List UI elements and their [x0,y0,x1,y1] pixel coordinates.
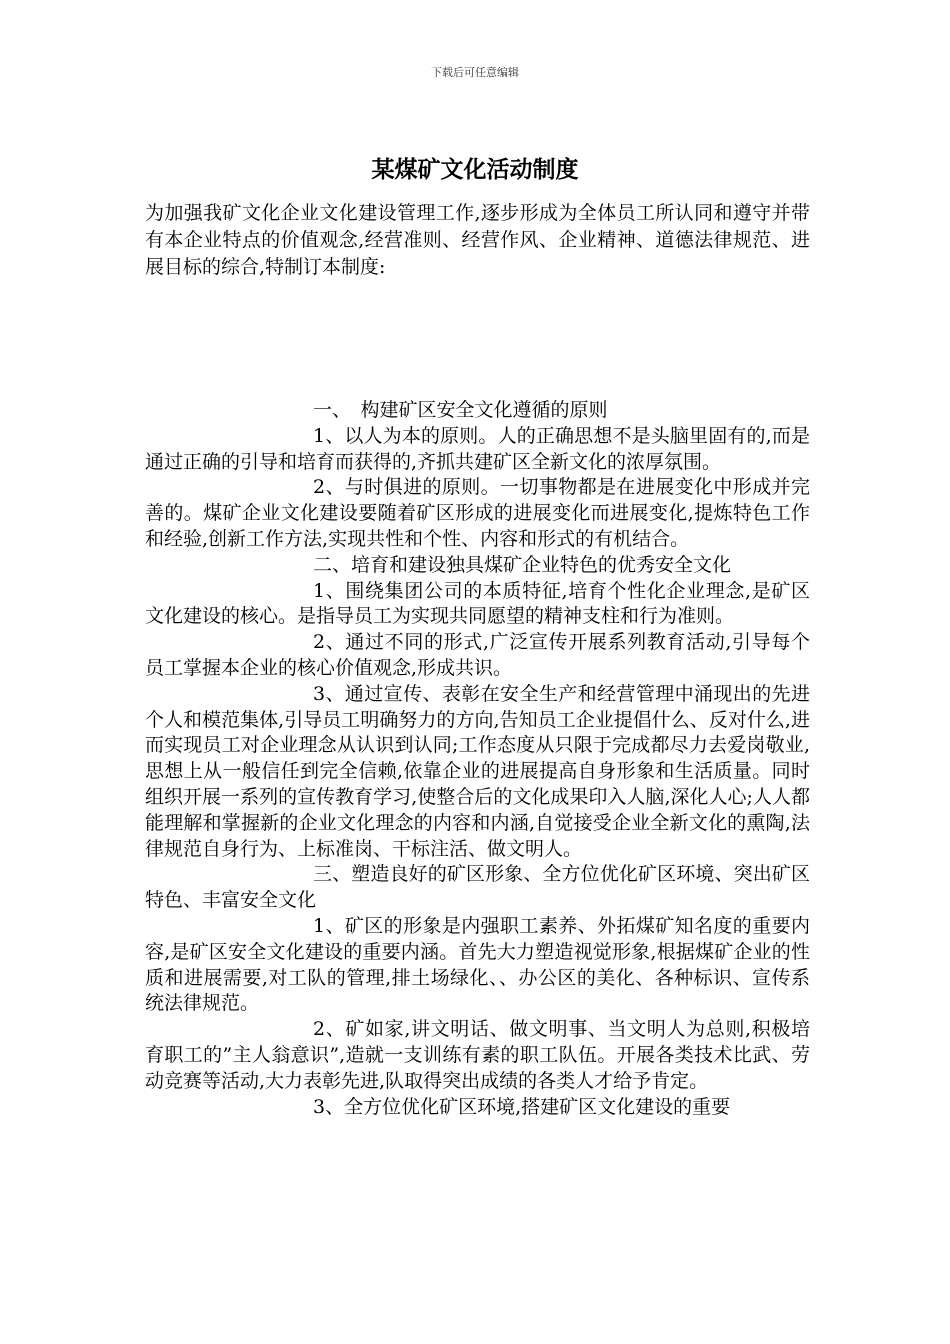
paragraph: 2、与时俱进的原则。一切事物都是在进展变化中形成并完善的。煤矿企业文化建设要随着矿区形成的进展变化而进展变化,提炼特色工作和经验,创新工作方法,实现共性和个性、内容和形式的有机结合。 [145,476,810,550]
header-note: 下载后可任意编辑 [431,66,519,79]
intro-paragraph: 为加强我矿文化企业文化建设管理工作,逐步形成为全体员工所认同和遵守并带有本企业特点的价值观念,经营准则、经营作风、企业精神、道德法律规范、进展目标的综合,特制订本制度: [145,202,810,278]
paragraph: 1、以人为本的原则。人的正确思想不是头脑里固有的,而是通过正确的引导和培育而获得的,齐抓共建矿区全新文化的浓厚氛围。 [145,424,810,473]
paragraph: 2、矿如家,讲文明话、做文明事、当文明人为总则,积极培育职工的”主人翁意识”,造就一支训练有素的职工队伍。开展各类技术比武、劳动竞赛等活动,大力表彰先进,队取得突出成绩的各类人才给予肯定。 [145,1018,810,1092]
paragraph: 1、矿区的形象是内强职工素养、外拓煤矿知名度的重要内容,是矿区安全文化建设的重要内涵。首先大力塑造视觉形象,根据煤矿企业的性质和进展需要,对工队的管理,排土场绿化、、办公区的美化、各种标识、宣传系统法律规范。 [145,914,810,1015]
section-heading-2: 二、培育和建设独具煤矿企业特色的优秀安全文化 [313,553,732,576]
paragraph: 3、通过宣传、表彰在安全生产和经营管理中涌现出的先进个人和模范集体,引导员工明确努力的方向,告知员工企业提倡什么、反对什么,进而实现员工对企业理念从认识到认同;工作态度从只限于完成都尽力去爱岗敬业,思想上从一般信任到完全信赖,依靠企业的进展提高自身形象和生活质量。同时组织开展一系列的宣传教育学习,使整合后的文化成果印入人脑,深化人心;人人都能理解和掌握新的企业文化理念的内容和内涵,自觉接受企业全新文化的熏陶,法律规范自身行为、上标准岗、干标注活、做文明人。 [145,682,810,860]
section-heading-3: 三、塑造良好的矿区形象、全方位优化矿区环境、突出矿区特色、丰富安全文化 [145,863,810,912]
paragraph: 3、全方位优化矿区环境,搭建矿区文化建设的重要 [313,1095,731,1118]
section-heading-1: 一、 构建矿区安全文化遵循的原则 [313,399,608,421]
paragraph: 1、围绕集团公司的本质特征,培育个性化企业理念,是矿区文化建设的核心。是指导员工为实现共同愿望的精神支柱和行为准则。 [145,579,810,628]
paragraph: 2、通过不同的形式,广泛宣传开展系列教育活动,引导每个员工掌握本企业的核心价值观念,形成共识。 [145,631,810,679]
document-body [145,398,810,1120]
document-title: 某煤矿文化活动制度 [371,156,579,183]
